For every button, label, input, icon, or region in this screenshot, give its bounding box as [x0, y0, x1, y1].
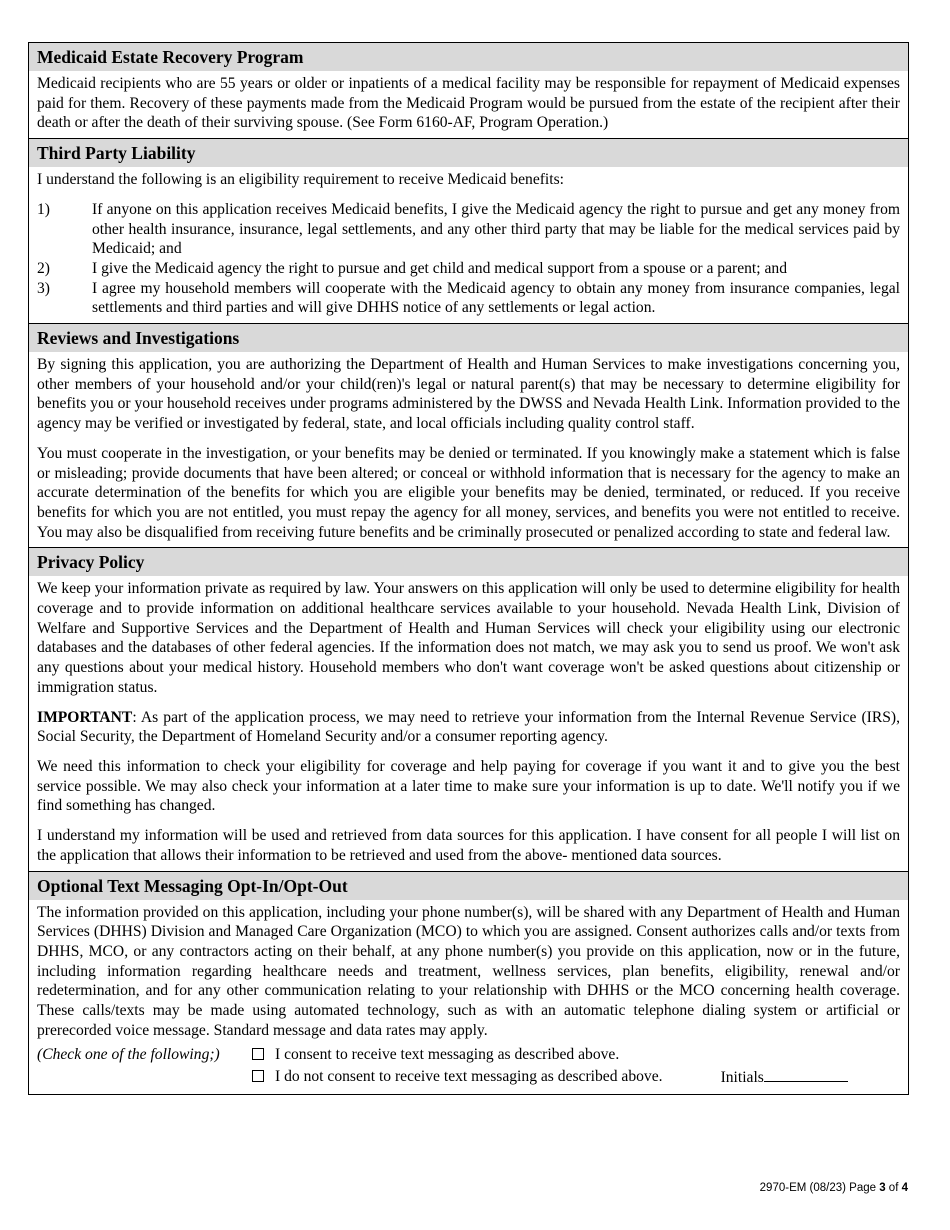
list-text: I agree my household members will cooperate with the Medicaid agency to obtain any money from insurance companies, legal settlements and third parties and will give DHHS notice of any settlements or legal action. [92, 279, 900, 317]
no-consent-label: I do not consent to receive text messaging as described above. [275, 1067, 663, 1085]
privacy-paragraph-3: We need this information to check your eligibility for coverage and help paying for coverage if you want it and to give you the best service possible. We may also check your information at a later time to make sure your information is up to date. We'll notify you if we find something has changed. [37, 757, 900, 815]
section-title: Reviews and Investigations [29, 323, 908, 352]
list-text: If anyone on this application receives Medicaid benefits, I give the Medicaid agency the right to pursue and get any money from other health insurance, insurance, legal settlements, and any other third party that may be liable for the medical services paid by Medicaid; and [92, 200, 900, 258]
list-text: I give the Medicaid agency the right to pursue and get child and medical support from a spouse or a parent; and [92, 259, 788, 277]
reviews-paragraph-2: You must cooperate in the investigation, or your benefits may be denied or terminated. If you knowingly make a statement which is false or misleading; provide documents that have been altered; or conceal or withhold information that is necessary for the agency to make an accurate determination of the benefits for which you are eligible your benefits may be denied, terminated, or reduced. If you receive benefits for which you are not entitled, you must repay the agency for all money, services, and benefits you were not entitled to receive. You may also be disqualified from receiving future benefits and be criminally prosecuted or penalized according to state and federal law. [37, 444, 900, 541]
section-title: Third Party Liability [29, 138, 908, 167]
section-estate-recovery [29, 43, 908, 138]
estate-recovery-text: Medicaid recipients who are 55 years or older or inpatients of a medical facility may be responsible for repayment of Medicaid expenses paid for them. Recovery of these payments made from the Medicaid Program would be pursued from the estate of the recipient after their death or after the death of their surviving spouse. (See Form 6160-AF, Program Operation.) [37, 75, 900, 132]
privacy-paragraph-4: I understand my information will be used and retrieved from data sources for this application. I have consent for all people I will list on the application that allows their information to be retrieved and used from the above- mentioned data sources. [37, 827, 900, 864]
form-page [28, 42, 909, 1095]
page-total: 4 [901, 1182, 908, 1194]
consent-option-row [37, 1043, 900, 1065]
third-party-list [37, 200, 900, 318]
third-party-intro: I understand the following is an eligibility requirement to receive Medicaid benefits: [37, 171, 564, 189]
page-footer [760, 1182, 908, 1194]
initials-input-line[interactable] [764, 1066, 848, 1082]
list-number: 2) [37, 259, 50, 277]
texting-options [37, 1043, 900, 1089]
reviews-paragraph-1: By signing this application, you are authorizing the Department of Health and Human Services to make investigations concerning you, other members of your household and/or your child(ren)'s legal or natural parent(s) that may be necessary to determine eligibility for benefits you or your household receives under programs administered by the DWSS and Nevada Health Link. Information provided to the agency may be verified or investigated by federal, state, and local officials including quality control staff. [37, 356, 900, 433]
no-consent-checkbox[interactable] [252, 1070, 264, 1082]
section-third-party-liability [29, 138, 908, 323]
section-title: Medicaid Estate Recovery Program [29, 43, 908, 71]
list-item [37, 279, 900, 318]
section-title: Optional Text Messaging Opt-In/Opt-Out [29, 871, 908, 900]
no-consent-option-row [37, 1065, 900, 1087]
texting-consent-text: The information provided on this application, including your phone number(s), will be shared with any Department of Health and Human Services (DHHS) Division and Managed Care Organization (MCO) to which you are assigned. Consent authorizes calls and/or texts from DHHS, MCO, or any contractors acting on their behalf, at any phone number(s) you provide on this application, now or in the future, including information regarding healthcare needs and treatment, wellness services, plan benefits, eligibility, renewal and/or redetermination, and for any other communication relating to your relationship with DHHS or the MCO concerning health coverage. These calls/texts may be made using automated technology, such as with an automatic telephone dialing system or artificial or prerecorded voice message. Standard message and data rates may apply. [37, 903, 900, 1039]
list-number: 1) [37, 200, 50, 218]
section-privacy-policy [29, 547, 908, 870]
important-label: IMPORTANT [37, 708, 133, 726]
initials-label: Initials [720, 1068, 764, 1086]
page-number: 3 [879, 1182, 886, 1194]
section-text-messaging [29, 871, 908, 1095]
initials-field [721, 1066, 848, 1088]
list-item [37, 259, 900, 279]
consent-label: I consent to receive text messaging as described above. [275, 1045, 620, 1063]
form-id: 2970-EM (08/23) Page [759, 1182, 880, 1194]
privacy-paragraph-1: We keep your information private as required by law. Your answers on this application will only be used to determine eligibility for health coverage and to provide information on additional healthcare services available to your household. Nevada Health Link, Division of Welfare and Supportive Services and the Department of Health and Human Services will check your eligibility using our electronic databases and the databases of other federal agencies. If the information does not match, we may ask you to send us proof. We won't ask any questions about your medical history. Household members who don't want coverage won't be asked questions about citizenship or immigration status. [37, 580, 900, 696]
check-prompt: (Check one of the following;) [37, 1045, 220, 1063]
consent-checkbox[interactable] [252, 1048, 264, 1060]
section-title: Privacy Policy [29, 547, 908, 576]
page-of: of [885, 1182, 902, 1194]
important-text: : As part of the application process, we may need to retrieve your information from the Internal Revenue Service (IRS), Social Security, the Department of Homeland Security and/or a consumer reporting agency. [37, 708, 900, 746]
privacy-important-paragraph [37, 708, 900, 747]
list-item [37, 200, 900, 259]
section-reviews-investigations [29, 323, 908, 547]
list-number: 3) [37, 279, 50, 297]
